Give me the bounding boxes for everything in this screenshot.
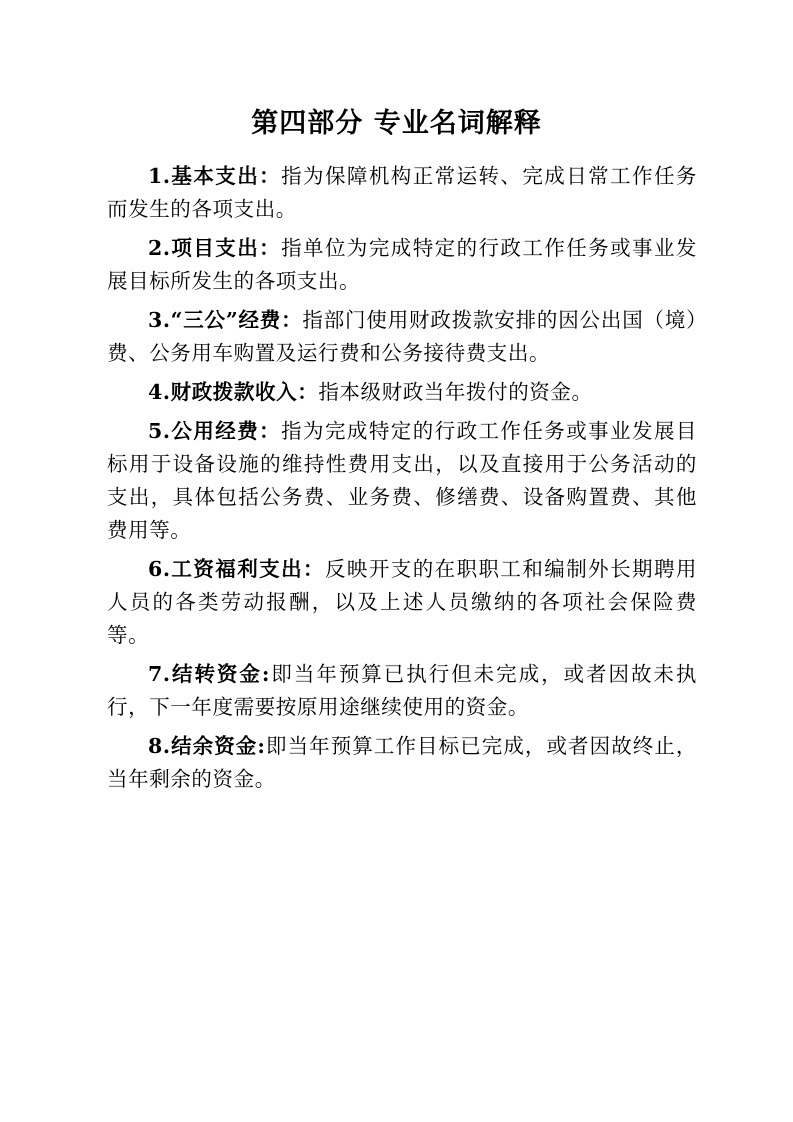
definition-item xyxy=(107,160,697,226)
definition-text: 指为保障机构正常运转、完成日常工作任务而发生的各项支出。 xyxy=(107,164,697,221)
definition-item xyxy=(107,553,697,652)
definition-text: 反映开支的在职职工和编制外长期聘用人员的各类劳动报酬，以及上述人员缴纳的各项社会保险费等。 xyxy=(107,557,697,647)
definition-term: 7.结转资金: xyxy=(148,662,271,686)
definition-item xyxy=(107,415,697,547)
definition-text: 指部门使用财政拨款安排的因公出国（境）费、公务用车购置及运行费和公务接待费支出。 xyxy=(107,308,697,365)
definition-text: 即当年预算工作目标已完成，或者因故终止，当年剩余的资金。 xyxy=(107,734,698,791)
definition-term: 1.基本支出： xyxy=(148,164,282,188)
definition-term: 8.结余资金: xyxy=(148,734,266,758)
definition-item xyxy=(107,730,697,796)
definition-term: 5.公用经费： xyxy=(148,419,282,443)
definition-text: 指本级财政当年拨付的资金。 xyxy=(318,380,593,404)
definition-text: 即当年预算已执行但未完成，或者因故未执行，下一年度需要按原用途继续使用的资金。 xyxy=(107,662,697,719)
definition-text: 指为完成特定的行政工作任务或事业发展目标用于设备设施的维持性费用支出，以及直接用于公务活动的支出，具体包括公务费、业务费、修缮费、设备购置费、其他费用等。 xyxy=(107,419,697,542)
definitions-list xyxy=(107,160,697,802)
definition-term: 4.财政拨款收入： xyxy=(148,380,319,404)
definition-term: 3.“三公”经费： xyxy=(148,308,303,332)
definition-item xyxy=(107,376,697,409)
definition-term: 6.工资福利支出： xyxy=(148,557,325,581)
definition-term: 2.项目支出： xyxy=(148,236,282,260)
page-title: 第四部分 专业名词解释 xyxy=(251,108,542,139)
definition-item xyxy=(107,658,697,724)
definition-item xyxy=(107,232,697,298)
definition-text: 指单位为完成特定的行政工作任务或事业发展目标所发生的各项支出。 xyxy=(107,236,697,293)
definition-item xyxy=(107,304,697,370)
